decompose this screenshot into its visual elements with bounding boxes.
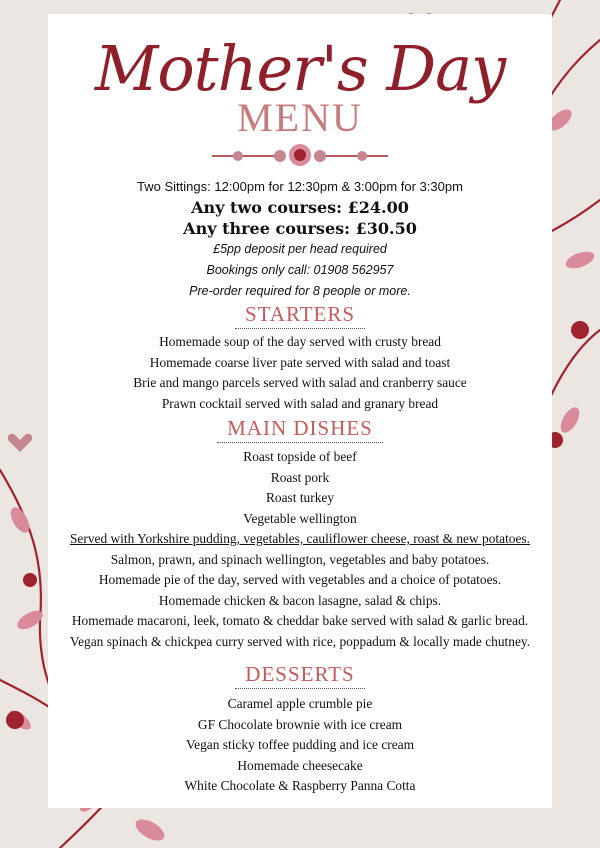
deposit-note: £5pp deposit per head required	[213, 242, 387, 256]
mains-heading: MAIN DISHES	[48, 416, 552, 443]
starters-list	[48, 332, 552, 414]
list-item: Salmon, prawn, and spinach wellington, vegetables and baby potatoes.	[110, 551, 490, 567]
preorder-note: Pre-order required for 8 people or more.	[189, 284, 411, 298]
three-courses-price: Any three courses: £30.50	[183, 219, 417, 238]
page-title: Mother's Day	[94, 32, 506, 105]
list-item: Vegetable wellington	[243, 510, 357, 526]
list-item: GF Chocolate brownie with ice cream	[197, 716, 403, 732]
list-item: Homemade cheesecake	[237, 757, 363, 773]
pricing-info	[48, 176, 552, 302]
list-item: White Chocolate & Raspberry Panna Cotta	[184, 778, 416, 793]
mains-list	[48, 447, 552, 652]
desserts-heading: DESSERTS	[48, 662, 552, 689]
list-item: Roast topside of beef	[243, 449, 357, 464]
sittings-text: Two Sittings: 12:00pm for 12:30pm & 3:00pm for 3:30pm	[137, 179, 463, 194]
list-item: Vegan spinach & chickpea curry served with rice, poppadum & locally made chutney.	[69, 633, 531, 649]
list-item: Prawn cocktail served with salad and granary bread	[161, 395, 439, 411]
menu-content	[48, 14, 552, 808]
list-item: Homemade macaroni, leek, tomato & cheddar bake served with salad & garlic bread.	[71, 613, 529, 628]
two-courses-price: Any two courses: £24.00	[191, 198, 409, 217]
list-item: Roast pork	[270, 469, 330, 485]
list-item: Roast turkey	[265, 490, 335, 505]
desserts-list	[48, 694, 552, 797]
list-item: Brie and mango parcels served with salad and cranberry sauce	[133, 375, 467, 390]
starters-heading: STARTERS	[48, 302, 552, 329]
list-item: Caramel apple crumble pie	[227, 696, 373, 711]
list-item: Homemade soup of the day served with crusty bread	[159, 334, 441, 349]
list-item: Homemade chicken & bacon lasagne, salad & chips.	[158, 592, 442, 608]
list-item: Served with Yorkshire pudding, vegetables, cauliflower cheese, roast & new potatoes.	[69, 531, 530, 546]
floral-divider-icon	[208, 140, 392, 172]
list-item: Homemade pie of the day, served with vegetables and a choice of potatoes.	[98, 572, 502, 587]
bookings-note: Bookings only call: 01908 562957	[206, 263, 394, 277]
list-item: Vegan sticky toffee pudding and ice cream	[185, 737, 415, 752]
menu-subtitle: MENU	[237, 95, 363, 140]
list-item: Homemade coarse liver pate served with salad and toast	[149, 354, 451, 370]
